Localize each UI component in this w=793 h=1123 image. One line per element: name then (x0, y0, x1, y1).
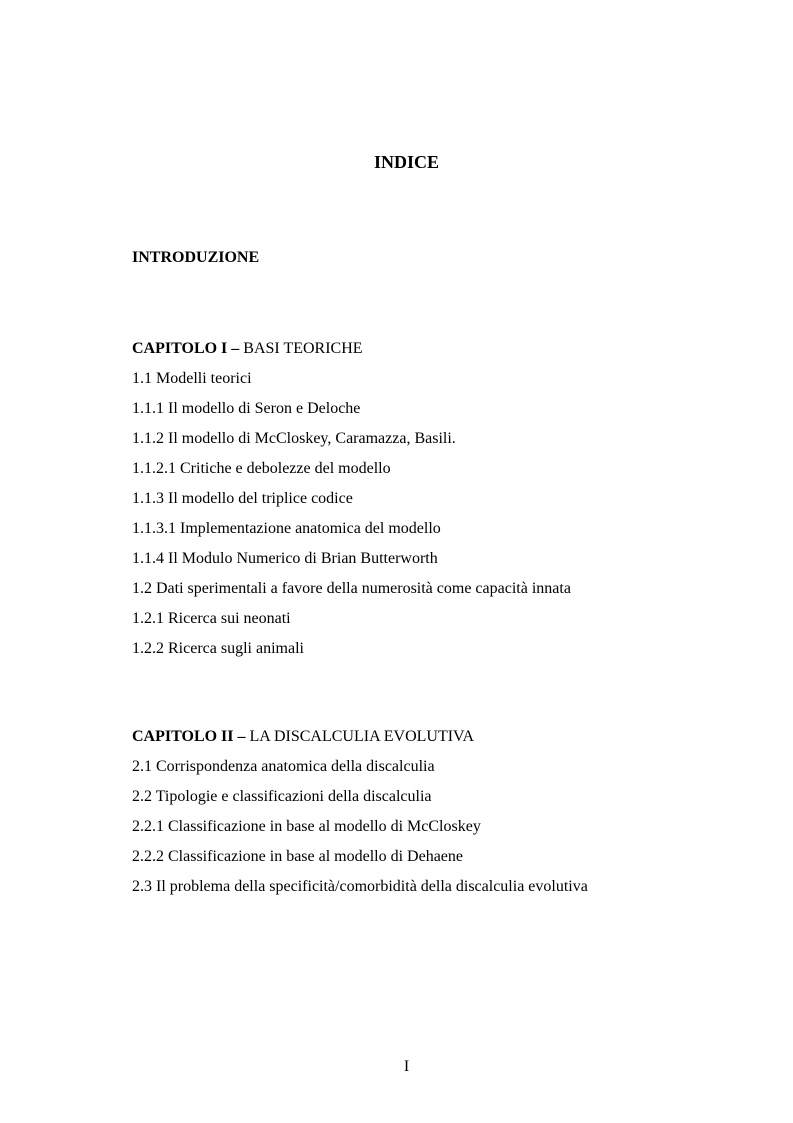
toc-entry[interactable]: 1.2 Dati sperimentali a favore della numerosità come capacità innata (132, 580, 571, 597)
chapter-2-section (132, 727, 752, 907)
page-title: INDICE (373, 152, 439, 172)
chapter-1-section (132, 339, 752, 669)
toc-entry[interactable]: 1.1.3.1 Implementazione anatomica del modello (132, 520, 441, 537)
toc-entry[interactable]: 2.2 Tipologie e classificazioni della discalculia (132, 788, 432, 805)
toc-entry[interactable]: 2.3 Il problema della specificità/comorbidità della discalculia evolutiva (132, 878, 588, 895)
toc-entry[interactable]: 2.1 Corrispondenza anatomica della discalculia (132, 758, 435, 775)
toc-entry[interactable]: 1.1 Modelli teorici (132, 370, 252, 387)
page-number: I (403, 1058, 410, 1075)
chapter-1-number: CAPITOLO I – (132, 340, 240, 357)
chapter-2-name: LA DISCALCULIA EVOLUTIVA (249, 728, 475, 745)
toc-entry[interactable]: 1.2.1 Ricerca sui neonati (132, 610, 291, 627)
introduction-heading[interactable]: INTRODUZIONE (132, 249, 260, 266)
toc-entry[interactable]: 1.2.2 Ricerca sugli animali (132, 640, 304, 657)
toc-entry[interactable]: 1.1.3 Il modello del triplice codice (132, 490, 353, 507)
chapter-2-number: CAPITOLO II – (132, 728, 246, 745)
chapter-2-heading[interactable] (132, 727, 752, 747)
toc-entry[interactable]: 1.1.1 Il modello di Seron e Deloche (132, 400, 361, 417)
toc-entry[interactable]: 1.1.4 Il Modulo Numerico di Brian Butterworth (132, 550, 438, 567)
toc-entry[interactable]: 1.1.2.1 Critiche e debolezze del modello (132, 460, 391, 477)
chapter-1-name: BASI TEORICHE (243, 340, 363, 357)
toc-entry[interactable]: 2.2.1 Classificazione in base al modello di McCloskey (132, 818, 481, 835)
chapter-1-heading[interactable] (132, 339, 752, 359)
toc-entry[interactable]: 2.2.2 Classificazione in base al modello di Dehaene (132, 848, 464, 865)
toc-entry[interactable]: 1.1.2 Il modello di McCloskey, Caramazza, Basili. (132, 430, 456, 447)
